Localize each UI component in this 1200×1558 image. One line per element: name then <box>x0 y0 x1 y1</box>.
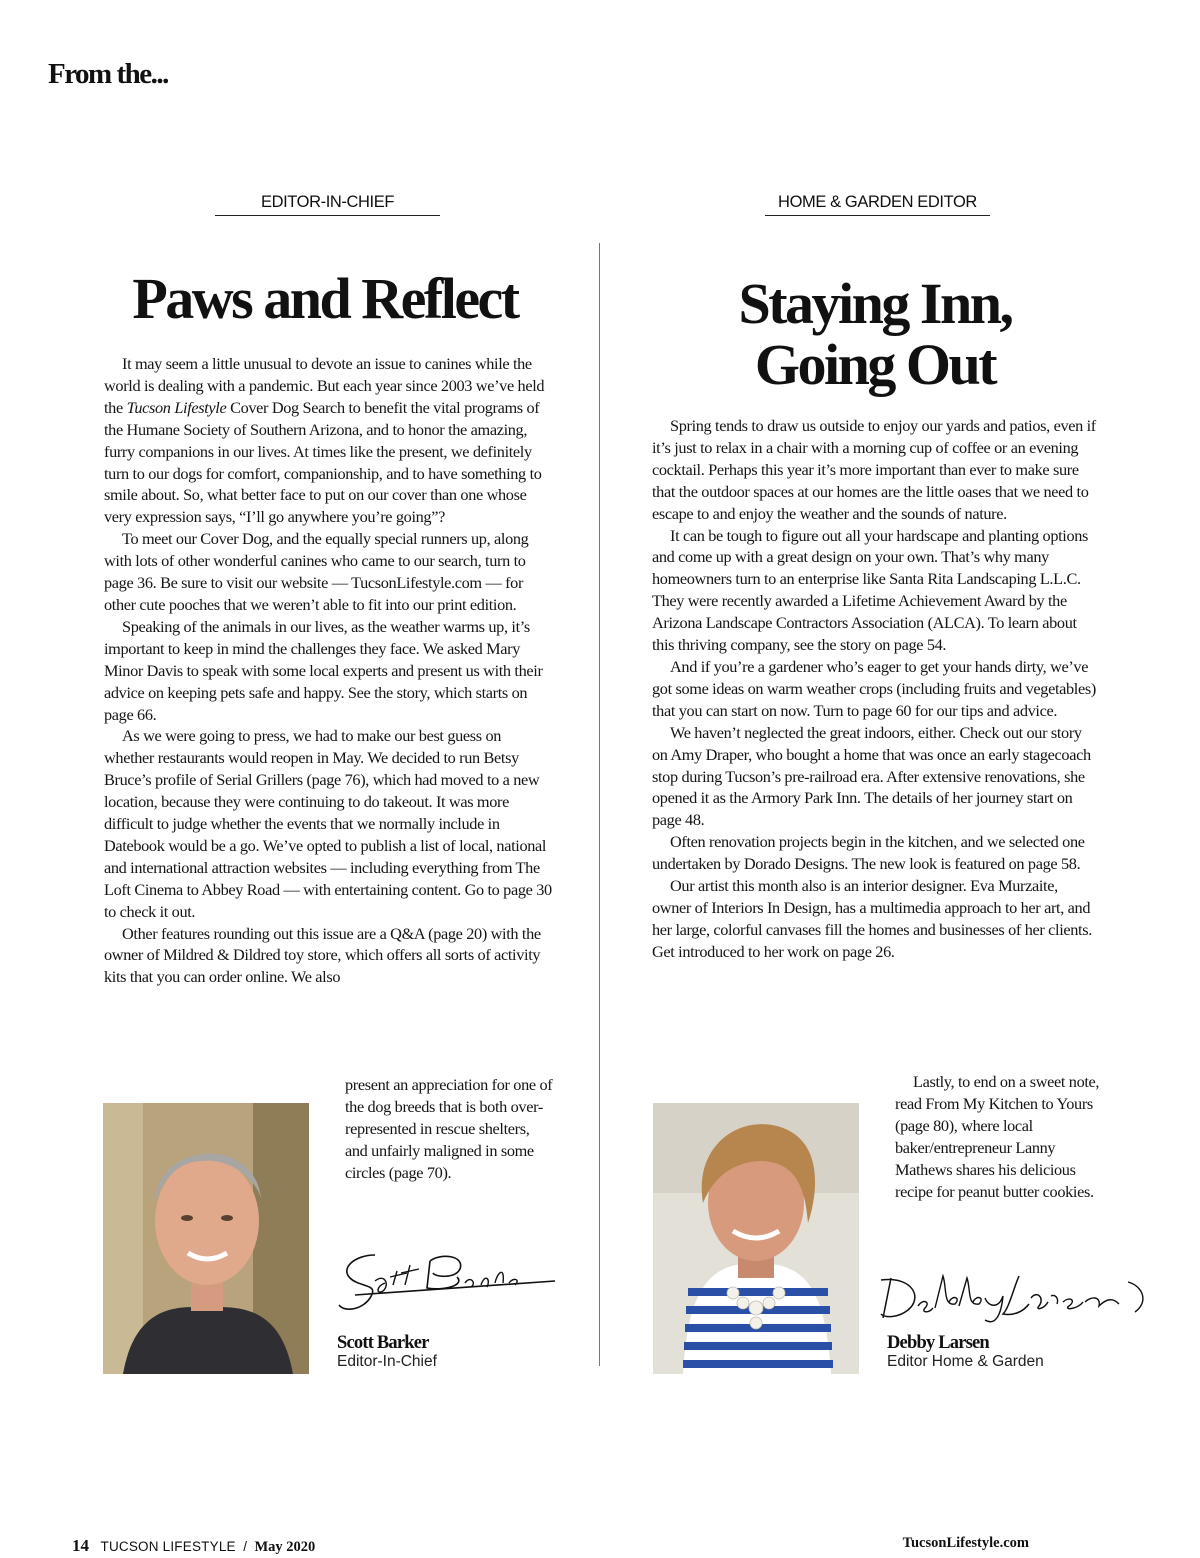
right-signer-title: Editor Home & Garden <box>887 1353 1044 1370</box>
footer-separator: / <box>243 1539 247 1554</box>
left-label-text: EDITOR-IN-CHIEF <box>260 193 395 211</box>
left-article-body <box>104 353 552 988</box>
right-signer-name: Debby Larsen <box>887 1333 989 1353</box>
right-column-label <box>765 193 990 216</box>
section-kicker: From the... <box>48 58 168 90</box>
left-signer-name: Scott Barker <box>337 1333 429 1353</box>
left-paragraph-4: As we were going to press, we had to make our best guess on whether restaurants would reopen in May. We decided to run Betsy Bruce’s profile of Serial Grillers (page 76), which had moved to a new location, because they were continuing to do takeout. It was more difficult to judge whether the events that we normally include in Datebook would be a go. We’ve opted to publish a list of local, national and international attraction websites — including everything from The Loft Cinema to Abbey Road — with entertaining content. Go to page 30 to check it out. <box>104 726 552 921</box>
right-paragraph-tail: Lastly, to end on a sweet note, read From My Kitchen to Yours (page 80), where local baker/entrepreneur Lanny Mathews shares his delicious recipe for peanut butter cookies. <box>895 1072 1100 1201</box>
issue-date: May 2020 <box>254 1539 316 1555</box>
left-column-label <box>215 193 440 216</box>
left-label-rule <box>215 215 440 216</box>
right-paragraph-3: And if you’re a gardener who’s eager to get your hands dirty, we’ve got some ideas on warm weather crops (including fruits and vegetables) that you can start on now. Turn to page 60 for our tips and advice. <box>652 656 1096 720</box>
scott-barker-signature <box>335 1243 560 1323</box>
left-paragraph-2: To meet our Cover Dog, and the equally special runners up, along with lots of other wonderful canines who came to our search, turn to page 36. Be sure to visit our website — TucsonLifestyle.com — for other cute pooches that we weren’t able to fit into our print edition. <box>104 529 529 614</box>
left-headline: Paws and Reflect <box>132 266 518 331</box>
page-number: 14 <box>72 1536 89 1555</box>
right-headline-line1: Staying Inn, <box>738 271 1012 336</box>
footer-website: TucsonLifestyle.com <box>902 1535 1029 1551</box>
left-paragraph-tail: present an appreciation for one of the dog breeds that is both over-represented in rescue shelters, and unfairly maligned in some circles (page 70). <box>345 1075 553 1182</box>
right-label-text: HOME & GARDEN EDITOR <box>778 193 977 211</box>
right-label-rule <box>765 215 990 216</box>
right-paragraph-6: Our artist this month also is an interior designer. Eva Murzaite, owner of Interiors In Design, has a multimedia approach to her art, and her large, colorful canvases fill the homes and businesses of her clients. Get introduced to her work on page 26. <box>652 876 1092 961</box>
right-headline <box>650 273 1100 396</box>
right-paragraph-2: It can be tough to figure out all your hardscape and planting options and come up with a great design on your own. That’s why many homeowners turn to an enterprise like Santa Rita Landscaping L.L.C. They were recently awarded a Lifetime Achievement Award by the Arizona Landscape Contractors Association (ALCA). To learn about this thriving company, see the story on page 54. <box>652 525 1089 655</box>
right-paragraph-5: Often renovation projects begin in the kitchen, and we selected one undertaken by Dorado Designs. The new look is featured on page 58. <box>652 832 1085 874</box>
column-divider <box>599 243 600 1366</box>
magazine-name: TUCSON LIFESTYLE <box>100 1539 236 1554</box>
right-paragraph-1: Spring tends to draw us outside to enjoy our yards and patios, even if it’s just to relax in a chair with a morning cup of coffee or an evening cocktail. Perhaps this year it’s more important than ever to make sure that the outdoor spaces at our homes are the little oases that we need to escape to and enjoy the weather and the sounds of nature. <box>652 416 1096 523</box>
right-article-body <box>652 415 1100 963</box>
right-paragraph-4: We haven’t neglected the great indoors, either. Check out our story on Amy Draper, who bought a home that was once an early stagecoach stop during Tucson’s pre-railroad era. After extensive renovations, she opened it as the Armory Park Inn. The details of her journey start on page 48. <box>652 722 1091 830</box>
debby-larsen-signature <box>873 1268 1158 1328</box>
left-paragraph-1: It may seem a little unusual to devote an issue to canines while the world is dealing with a pandemic. But each year since 2003 we’ve held the Tucson Lifestyle Cover Dog Search to benefit the vital programs of the Humane Society of Southern Arizona, and to honor the amazing, furry companions in our lives. At times like the present, we definitely turn to our dogs for comfort, companionship, and to have something to smile about. So, what better face to put on our cover than one whose very expression says, “I’ll go anywhere you’re going”? <box>104 354 545 527</box>
left-paragraph-5: Other features rounding out this issue are a Q&A (page 20) with the owner of Mildred & Dildred toy store, which offers all sorts of activity kits that you can order online. We also <box>104 923 541 987</box>
home-garden-editor-photo <box>653 1103 859 1374</box>
left-paragraph-3: Speaking of the animals in our lives, as the weather warms up, it’s important to keep in mind the challenges they face. We asked Mary Minor Davis to speak with some local experts and present us with their advice on keeping pets safe and happy. See the story, which starts on page 66. <box>104 616 543 724</box>
page-footer-left <box>72 1536 315 1556</box>
right-headline-line2: Going Out <box>754 332 996 398</box>
editor-in-chief-photo <box>103 1103 309 1374</box>
left-signer-title: Editor-In-Chief <box>337 1353 437 1370</box>
